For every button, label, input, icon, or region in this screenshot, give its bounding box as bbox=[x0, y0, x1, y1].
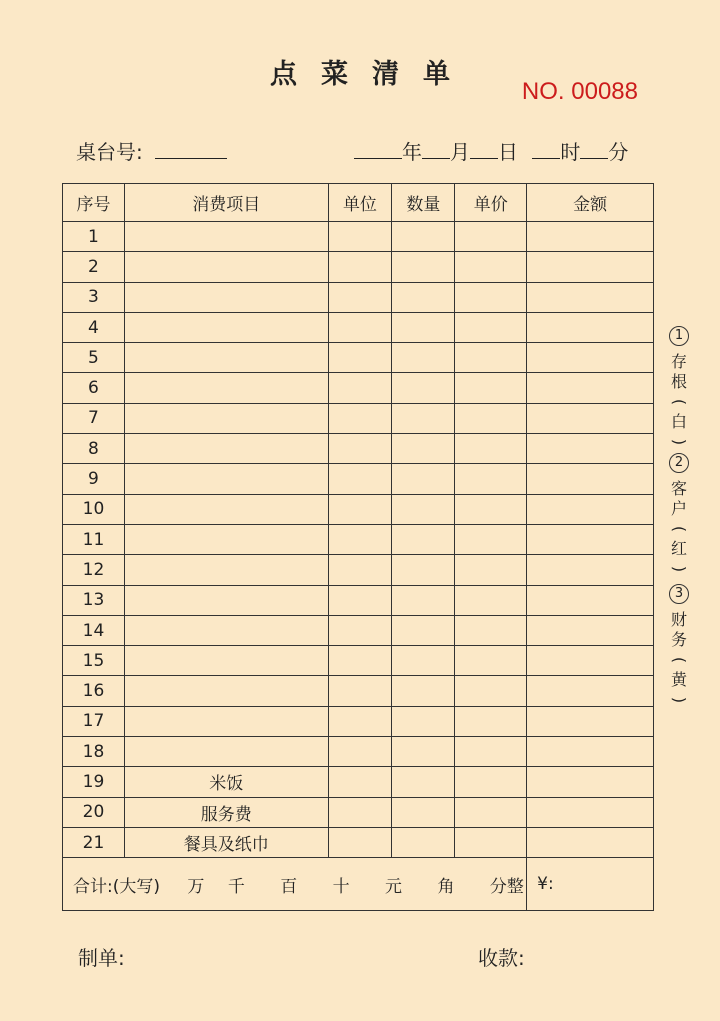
price-cell bbox=[455, 797, 527, 827]
circled-number: 1 bbox=[669, 326, 689, 346]
unit-cell bbox=[328, 343, 392, 373]
table-row bbox=[63, 373, 654, 403]
copy-char: ( bbox=[670, 525, 689, 533]
quantity-cell bbox=[392, 555, 455, 585]
amount-cell bbox=[527, 373, 654, 403]
table-row bbox=[63, 585, 654, 615]
title-char: 菜 bbox=[321, 59, 348, 90]
quantity-cell bbox=[392, 343, 455, 373]
item-cell bbox=[124, 737, 328, 767]
amount-cell bbox=[527, 676, 654, 706]
unit-cell bbox=[328, 252, 392, 282]
price-cell bbox=[455, 343, 527, 373]
table-row bbox=[63, 706, 654, 736]
quantity-cell bbox=[392, 737, 455, 767]
unit-yuan: 元 bbox=[385, 876, 403, 897]
table-row bbox=[63, 646, 654, 676]
amount-cell bbox=[527, 403, 654, 433]
unit-shi: 十 bbox=[332, 876, 350, 897]
unit-cell bbox=[328, 827, 392, 857]
amount-cell bbox=[527, 706, 654, 736]
price-cell bbox=[455, 494, 527, 524]
amount-cell bbox=[527, 494, 654, 524]
amount-cell bbox=[527, 282, 654, 312]
unit-cell bbox=[328, 403, 392, 433]
row-number-cell: 17 bbox=[63, 706, 125, 736]
quantity-cell bbox=[392, 524, 455, 554]
row-number-cell: 10 bbox=[63, 494, 125, 524]
amount-cell bbox=[527, 615, 654, 645]
table-row bbox=[63, 222, 654, 252]
table-number-line bbox=[155, 138, 227, 159]
unit-cell bbox=[328, 494, 392, 524]
row-number-cell: 3 bbox=[63, 282, 125, 312]
table-row bbox=[63, 676, 654, 706]
column-header: 单位 bbox=[328, 184, 392, 222]
copy-char: 务 bbox=[670, 630, 687, 649]
quantity-cell bbox=[392, 676, 455, 706]
quantity-cell bbox=[392, 827, 455, 857]
unit-cell bbox=[328, 524, 392, 554]
quantity-cell bbox=[392, 464, 455, 494]
row-number-cell: 8 bbox=[63, 434, 125, 464]
table-row bbox=[63, 827, 654, 857]
column-header: 单价 bbox=[455, 184, 527, 222]
price-cell bbox=[455, 524, 527, 554]
price-cell bbox=[455, 615, 527, 645]
item-cell bbox=[124, 555, 328, 585]
item-cell: 餐具及纸巾 bbox=[124, 827, 328, 857]
item-cell bbox=[124, 282, 328, 312]
price-cell bbox=[455, 434, 527, 464]
quantity-cell bbox=[392, 252, 455, 282]
table-row bbox=[63, 464, 654, 494]
quantity-cell bbox=[392, 373, 455, 403]
table-row bbox=[63, 555, 654, 585]
price-cell bbox=[455, 827, 527, 857]
quantity-cell bbox=[392, 403, 455, 433]
table-row bbox=[63, 252, 654, 282]
amount-cell bbox=[527, 252, 654, 282]
table-row bbox=[63, 494, 654, 524]
item-cell bbox=[124, 494, 328, 524]
row-number-cell: 4 bbox=[63, 312, 125, 342]
unit-cell bbox=[328, 737, 392, 767]
item-cell bbox=[124, 615, 328, 645]
unit-cell bbox=[328, 312, 392, 342]
price-cell bbox=[455, 767, 527, 797]
hour-line bbox=[532, 138, 560, 159]
price-cell bbox=[455, 282, 527, 312]
column-header: 数量 bbox=[392, 184, 455, 222]
row-number-cell: 13 bbox=[63, 585, 125, 615]
item-cell bbox=[124, 585, 328, 615]
day-label: 日 bbox=[498, 140, 518, 164]
copy-char: 白 bbox=[670, 412, 687, 431]
price-cell bbox=[455, 737, 527, 767]
minute-label: 分 bbox=[608, 140, 629, 164]
price-cell bbox=[455, 464, 527, 494]
total-label: 合计:(大写) bbox=[73, 876, 160, 897]
order-table bbox=[62, 183, 654, 911]
unit-cell bbox=[328, 767, 392, 797]
copy-char: ) bbox=[670, 696, 689, 704]
total-row bbox=[63, 858, 654, 911]
amount-cell bbox=[527, 343, 654, 373]
unit-cell bbox=[328, 373, 392, 403]
item-cell bbox=[124, 312, 328, 342]
row-number-cell: 18 bbox=[63, 737, 125, 767]
item-cell bbox=[124, 222, 328, 252]
copy-char: 财 bbox=[670, 610, 687, 629]
price-cell bbox=[455, 646, 527, 676]
row-number-cell: 16 bbox=[63, 676, 125, 706]
amount-cell bbox=[527, 464, 654, 494]
item-cell bbox=[124, 646, 328, 676]
item-cell: 服务费 bbox=[124, 797, 328, 827]
unit-cell bbox=[328, 464, 392, 494]
unit-wan: 万 bbox=[187, 876, 205, 897]
copy-char: ) bbox=[670, 438, 689, 446]
quantity-cell bbox=[392, 494, 455, 524]
minute-line bbox=[580, 138, 608, 159]
month-line bbox=[422, 138, 450, 159]
copy-char: ( bbox=[670, 398, 689, 406]
unit-cell bbox=[328, 222, 392, 252]
year-line bbox=[354, 138, 402, 159]
item-cell: 米饭 bbox=[124, 767, 328, 797]
quantity-cell bbox=[392, 222, 455, 252]
price-cell bbox=[455, 222, 527, 252]
title-char: 点 bbox=[270, 59, 297, 90]
date-time-field bbox=[354, 136, 628, 165]
table-number-field bbox=[76, 136, 227, 165]
item-cell bbox=[124, 403, 328, 433]
unit-fenzheng: 分整 bbox=[489, 876, 524, 897]
amount-cell bbox=[527, 797, 654, 827]
item-cell bbox=[124, 464, 328, 494]
cashier-label: 收款: bbox=[478, 946, 525, 970]
unit-cell bbox=[328, 555, 392, 585]
title-char: 单 bbox=[423, 59, 450, 90]
circled-number: 2 bbox=[669, 453, 689, 473]
unit-cell bbox=[328, 676, 392, 706]
amount-cell bbox=[527, 737, 654, 767]
amount-cell bbox=[527, 646, 654, 676]
copy-char: 客 bbox=[670, 479, 687, 498]
circled-number: 3 bbox=[669, 584, 689, 604]
quantity-cell bbox=[392, 797, 455, 827]
quantity-cell bbox=[392, 312, 455, 342]
serial-number: NO. 00088 bbox=[521, 78, 638, 105]
table-row bbox=[63, 524, 654, 554]
column-header: 序号 bbox=[63, 184, 125, 222]
price-cell bbox=[455, 706, 527, 736]
item-cell bbox=[124, 434, 328, 464]
copy-char: 户 bbox=[670, 499, 687, 518]
year-label: 年 bbox=[402, 140, 422, 164]
copy-char: 存 bbox=[670, 352, 687, 371]
table-row bbox=[63, 403, 654, 433]
amount-cell bbox=[527, 222, 654, 252]
copy-label-stub bbox=[668, 326, 690, 452]
row-number-cell: 14 bbox=[63, 615, 125, 645]
table-row bbox=[63, 343, 654, 373]
table-row bbox=[63, 797, 654, 827]
row-number-cell: 1 bbox=[63, 222, 125, 252]
table-row bbox=[63, 312, 654, 342]
row-number-cell: 15 bbox=[63, 646, 125, 676]
table-row bbox=[63, 615, 654, 645]
table-number-label: 桌台号: bbox=[76, 140, 143, 164]
copy-label-customer bbox=[668, 453, 690, 579]
amount-cell bbox=[527, 555, 654, 585]
copy-char: 黄 bbox=[670, 670, 687, 689]
row-number-cell: 12 bbox=[63, 555, 125, 585]
total-uppercase-cell bbox=[63, 858, 527, 911]
price-cell bbox=[455, 585, 527, 615]
price-cell bbox=[455, 676, 527, 706]
row-number-cell: 2 bbox=[63, 252, 125, 282]
unit-cell bbox=[328, 797, 392, 827]
table-row bbox=[63, 434, 654, 464]
unit-cell bbox=[328, 282, 392, 312]
row-number-cell: 9 bbox=[63, 464, 125, 494]
column-header: 消费项目 bbox=[124, 184, 328, 222]
unit-cell bbox=[328, 646, 392, 676]
quantity-cell bbox=[392, 585, 455, 615]
unit-bai: 百 bbox=[280, 876, 298, 897]
prepared-by-label: 制单: bbox=[78, 946, 125, 970]
amount-cell bbox=[527, 524, 654, 554]
item-cell bbox=[124, 343, 328, 373]
total-amount-cell bbox=[527, 858, 654, 911]
quantity-cell bbox=[392, 646, 455, 676]
row-number-cell: 21 bbox=[63, 827, 125, 857]
table-row bbox=[63, 767, 654, 797]
amount-cell bbox=[527, 434, 654, 464]
price-cell bbox=[455, 373, 527, 403]
hour-label: 时 bbox=[560, 140, 581, 164]
row-number-cell: 19 bbox=[63, 767, 125, 797]
copy-label-finance bbox=[668, 584, 690, 710]
item-cell bbox=[124, 676, 328, 706]
quantity-cell bbox=[392, 706, 455, 736]
price-cell bbox=[455, 252, 527, 282]
unit-cell bbox=[328, 585, 392, 615]
amount-cell bbox=[527, 827, 654, 857]
yen-label: ¥: bbox=[537, 874, 554, 895]
table-row bbox=[63, 737, 654, 767]
copy-char: ( bbox=[670, 656, 689, 664]
title-char: 清 bbox=[372, 59, 399, 90]
unit-cell bbox=[328, 434, 392, 464]
quantity-cell bbox=[392, 615, 455, 645]
amount-cell bbox=[527, 312, 654, 342]
unit-jiao: 角 bbox=[437, 876, 455, 897]
copy-char: ) bbox=[670, 565, 689, 573]
unit-qian: 千 bbox=[227, 876, 245, 897]
unit-cell bbox=[328, 706, 392, 736]
price-cell bbox=[455, 555, 527, 585]
copy-char: 红 bbox=[670, 539, 687, 558]
amount-cell bbox=[527, 767, 654, 797]
unit-cell bbox=[328, 615, 392, 645]
quantity-cell bbox=[392, 767, 455, 797]
month-label: 月 bbox=[450, 140, 470, 164]
day-line bbox=[470, 138, 498, 159]
table-row bbox=[63, 282, 654, 312]
row-number-cell: 7 bbox=[63, 403, 125, 433]
copy-char: 根 bbox=[670, 372, 687, 391]
item-cell bbox=[124, 252, 328, 282]
table-header-row bbox=[63, 184, 654, 222]
row-number-cell: 5 bbox=[63, 343, 125, 373]
column-header: 金额 bbox=[527, 184, 654, 222]
price-cell bbox=[455, 312, 527, 342]
quantity-cell bbox=[392, 434, 455, 464]
quantity-cell bbox=[392, 282, 455, 312]
item-cell bbox=[124, 373, 328, 403]
price-cell bbox=[455, 403, 527, 433]
item-cell bbox=[124, 706, 328, 736]
row-number-cell: 11 bbox=[63, 524, 125, 554]
row-number-cell: 6 bbox=[63, 373, 125, 403]
amount-cell bbox=[527, 585, 654, 615]
row-number-cell: 20 bbox=[63, 797, 125, 827]
item-cell bbox=[124, 524, 328, 554]
